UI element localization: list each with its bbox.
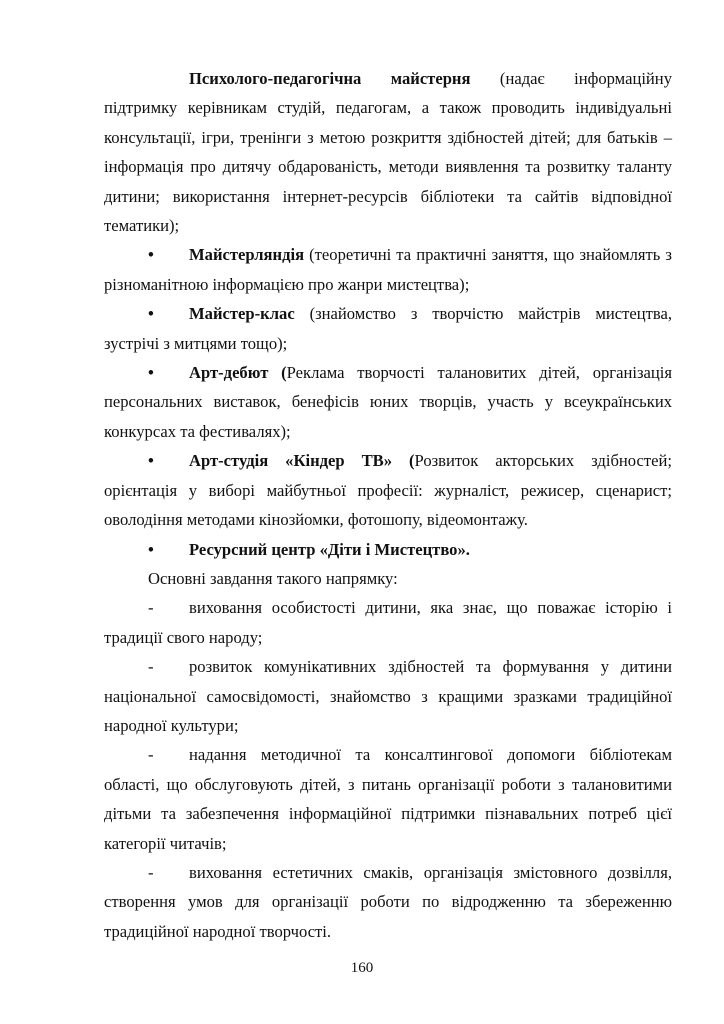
- bullet-text: Розвиток акторських здібностей; орієнтація у виборі майбутньої професії: журналіст, режисер, сценарист; оволодіння методами кінозйомки, фотошопу, відеомонтажу.: [104, 451, 672, 530]
- task-text: виховання особистості дитини, яка знає, що поважає історію і традиції свого народу;: [104, 598, 672, 647]
- bullet-icon: •: [148, 363, 154, 383]
- task-text: надання методичної та консалтингової допомоги бібліотекам області, що обслуговують дітей, з питань організації роботи з талановитими дітьми та забезпечення інформаційної підтримки пізнавальних потреб цієї категорії читачів;: [104, 745, 672, 853]
- bullet-item-resursnyj-tsentr: [104, 535, 672, 564]
- tasks-heading: Основні завдання такого напрямку:: [148, 568, 398, 588]
- task-item-3: [104, 740, 672, 858]
- task-item-1: [104, 593, 672, 652]
- dash-icon: -: [148, 862, 154, 882]
- bullet-item-art-studiya: [104, 446, 672, 534]
- task-text: виховання естетичних смаків, організація змістовного дозвілля, створення умов для організації роботи по відродженню та збереженню традиційної народної творчості.: [104, 862, 672, 941]
- bullet-bold-term: Арт-дебют (: [189, 363, 287, 383]
- intro-bold-term: Психолого-педагогічна майстерня: [189, 69, 471, 88]
- intro-text: (надає інформаційну підтримку керівникам студій, педагогам, а також проводить індивідуальні консультації, ігри, тренінги з метою розкриття здібностей дітей; для батьків – інформація про дитячу обдарованість, методи виявлення та розвитку таланту дитини; використання інтернет-ресурсів бібліотеки та сайтів відповідної тематики);: [104, 69, 672, 236]
- bullet-item-majster-klas: [104, 299, 672, 358]
- page-number: 160: [350, 960, 374, 976]
- bullet-bold-term: Ресурсний центр «Діти і Мистецтво».: [189, 539, 470, 559]
- dash-icon: -: [148, 745, 154, 765]
- bullet-icon: •: [148, 304, 154, 324]
- task-text: розвиток комунікативних здібностей та формування у дитини національної самосвідомості, знайомство з кращими зразками традиційної народної культури;: [104, 657, 672, 735]
- bullet-icon: •: [148, 539, 154, 559]
- bullet-text: Реклама творчості талановитих дітей, організація персональних виставок, бенефісів юних творців, участь у всеукраїнських конкурсах та фестивалях);: [104, 363, 673, 441]
- bullet-bold-term: Арт-студія «Кіндер ТВ» (: [189, 451, 415, 471]
- task-item-2: [104, 652, 672, 740]
- bullet-icon: •: [148, 451, 154, 471]
- bullet-item-art-debyut: [104, 358, 672, 446]
- task-item-4: [104, 858, 672, 946]
- bullet-item-majsterlyandiya: [104, 240, 672, 299]
- bullet-bold-term: Майстерляндія: [189, 245, 305, 265]
- dash-icon: -: [148, 657, 154, 677]
- dash-icon: -: [148, 598, 154, 618]
- intro-paragraph: [104, 64, 672, 240]
- bullet-text: (знайомство з творчістю майстрів мистецтва, зустрічі з митцями тощо);: [104, 304, 672, 353]
- bullet-icon: •: [148, 245, 154, 265]
- bullet-text: (теоретичні та практичні заняття, що знайомлять з різноманітною інформацією про жанри мистецтва);: [104, 245, 672, 294]
- bullet-bold-term: Майстер-клас: [189, 304, 295, 324]
- document-page: [104, 64, 672, 946]
